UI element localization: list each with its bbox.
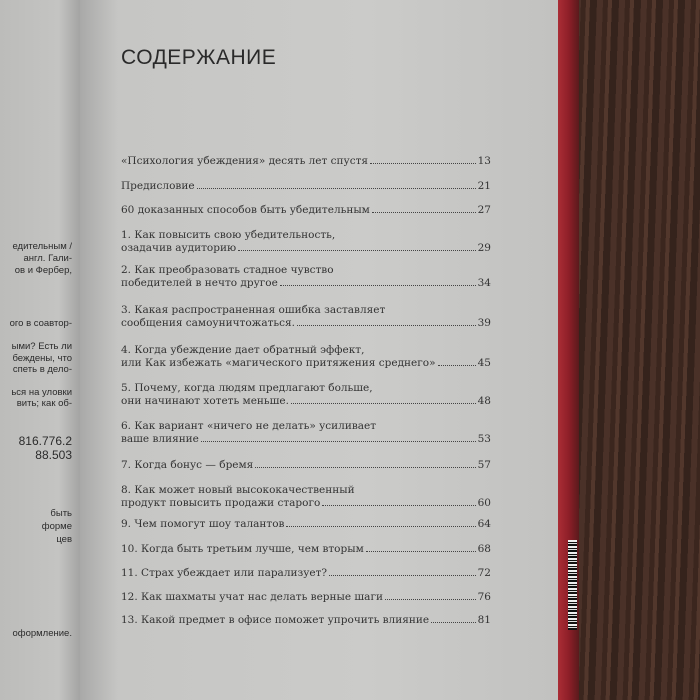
- toc-entry: [121, 614, 491, 627]
- toc-entry: [121, 155, 491, 168]
- left-page-text-fragment: быть: [50, 508, 72, 519]
- left-page-text-fragment: вить; как об-: [16, 398, 72, 409]
- left-page-text-fragment: ыми? Есть ли: [11, 341, 72, 352]
- toc-page-number: 27: [477, 204, 491, 216]
- toc-entry: [121, 264, 491, 290]
- leader-dots: [329, 575, 476, 576]
- toc-entry: [121, 344, 491, 370]
- toc-entry: [121, 304, 491, 330]
- toc-entry-title: озадачив аудиторию: [121, 242, 237, 254]
- toc-entry-title: 8. Как может новый высококачественный: [121, 484, 355, 496]
- toc-page-number: 60: [477, 497, 491, 509]
- leader-dots: [431, 622, 476, 623]
- toc-entry-title: они начинают хотеть меньше.: [121, 395, 289, 407]
- toc-entry-title: 13. Какой предмет в офисе поможет упрочить влияние: [121, 614, 430, 626]
- toc-entry-title: 7. Когда бонус — бремя: [121, 459, 254, 471]
- toc-page-number: 13: [477, 155, 491, 167]
- toc-entry-title: или Как избежать «магического притяжения среднего»: [121, 357, 436, 369]
- left-page-text-fragment: ого в соавтор-: [9, 318, 72, 329]
- toc-entry: [121, 180, 491, 193]
- left-page-text-fragment: ься на уловки: [11, 387, 72, 398]
- leader-dots: [238, 250, 476, 251]
- toc-entry-title: 1. Как повысить свою убедительность,: [121, 229, 336, 241]
- leader-dots: [370, 163, 476, 164]
- toc-entry-title: 4. Когда убеждение дает обратный эффект,: [121, 344, 365, 356]
- toc-entry: [121, 382, 491, 408]
- toc-entry-title: 6. Как вариант «ничего не делать» усиливает: [121, 420, 377, 432]
- toc-entry: [121, 484, 491, 510]
- left-page-text-fragment: 88.503: [35, 448, 72, 462]
- toc-entry: [121, 459, 491, 472]
- left-page-text-fragment: едительным /: [12, 241, 72, 252]
- leader-dots: [385, 599, 476, 600]
- leader-dots: [280, 285, 476, 286]
- toc-page-number: 39: [477, 317, 491, 329]
- leader-dots: [438, 365, 476, 366]
- toc-entry-title: 2. Как преобразовать стадное чувство: [121, 264, 334, 276]
- left-page-text-fragment: беждены, что: [12, 353, 72, 364]
- toc-entry-title: 60 доказанных способов быть убедительным: [121, 204, 370, 216]
- toc-entry-title: 3. Какая распространенная ошибка заставляет: [121, 304, 386, 316]
- leader-dots: [291, 403, 476, 404]
- toc-page-number: 48: [477, 395, 491, 407]
- leader-dots: [201, 441, 476, 442]
- toc-entry: [121, 567, 491, 580]
- page-title: СОДЕРЖАНИЕ: [121, 46, 277, 69]
- toc-page-number: 76: [477, 591, 491, 603]
- toc-entry-title: 5. Почему, когда людям предлагают больше,: [121, 382, 373, 394]
- toc-page-number: 34: [477, 277, 491, 289]
- toc-page-number: 21: [477, 180, 491, 192]
- left-page-text-fragment: англ. Гали-: [23, 253, 72, 264]
- toc-entry-title: 10. Когда быть третьим лучше, чем вторым: [121, 543, 364, 555]
- left-page-text-fragment: 816.776.2: [18, 434, 72, 448]
- toc-page-number: 53: [477, 433, 491, 445]
- leader-dots: [255, 467, 475, 468]
- toc-page-number: 57: [477, 459, 491, 471]
- left-page-text-fragment: спеть в дело-: [12, 364, 72, 375]
- toc-page-number: 72: [477, 567, 491, 579]
- left-page-text-fragment: ов и Фербер,: [14, 265, 72, 276]
- toc-entry-title: продукт повысить продажи старого: [121, 497, 321, 509]
- toc-entry: [121, 204, 491, 217]
- wooden-table: [575, 0, 700, 700]
- leader-dots: [372, 212, 476, 213]
- toc-entry: [121, 543, 491, 556]
- toc-entry-title: победителей в нечто другое: [121, 277, 278, 289]
- toc-entry: [121, 229, 491, 255]
- left-page-text-fragment: оформление.: [12, 628, 72, 639]
- leader-dots: [322, 505, 475, 506]
- toc-entry: [121, 591, 491, 604]
- left-page-text-fragment: форме: [41, 521, 72, 532]
- leader-dots: [297, 325, 476, 326]
- leader-dots: [366, 551, 476, 552]
- leader-dots: [197, 188, 476, 189]
- barcode: [568, 540, 577, 630]
- toc-page-number: 45: [477, 357, 491, 369]
- toc-page-number: 68: [477, 543, 491, 555]
- toc-entry: [121, 518, 491, 531]
- toc-page-number: 29: [477, 242, 491, 254]
- toc-entry-title: 11. Страх убеждает или парализует?: [121, 567, 328, 579]
- toc-page-number: 81: [477, 614, 491, 626]
- toc-entry-title: ваше влияние: [121, 433, 199, 445]
- toc-entry-title: 9. Чем помогут шоу талантов: [121, 518, 285, 530]
- toc-entry-title: Предисловие: [121, 180, 195, 192]
- toc-entry: [121, 420, 491, 446]
- toc-entry-title: «Психология убеждения» десять лет спустя: [121, 155, 369, 167]
- toc-page-number: 64: [477, 518, 491, 530]
- leader-dots: [286, 526, 475, 527]
- left-page-text-fragment: цев: [56, 534, 72, 545]
- toc-entry-title: сообщения самоуничтожаться.: [121, 317, 295, 329]
- toc-entry-title: 12. Как шахматы учат нас делать верные шаги: [121, 591, 383, 603]
